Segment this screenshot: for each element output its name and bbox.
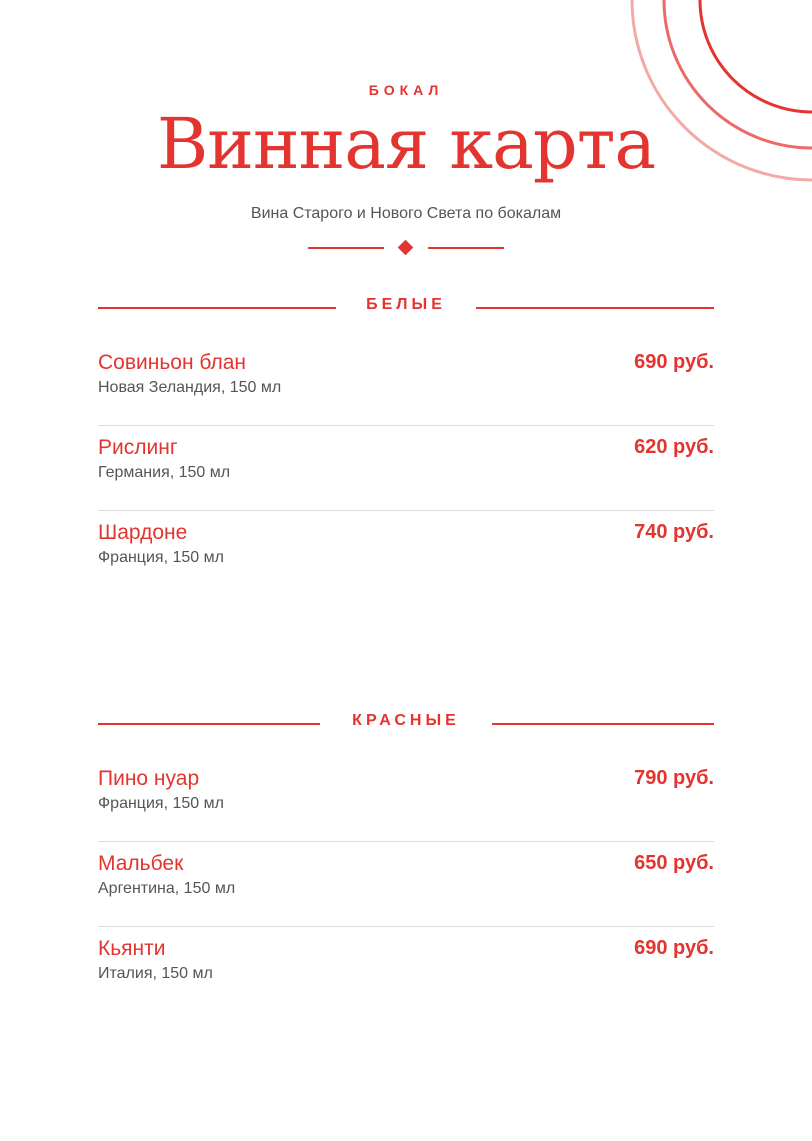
wine-name: Пино нуар <box>98 767 200 790</box>
wine-price: 690 руб. <box>634 937 714 959</box>
wine-price: 620 руб. <box>634 436 714 458</box>
wine-name: Совиньон блан <box>98 351 246 374</box>
ornament-line-left <box>308 247 384 249</box>
wine-price: 740 руб. <box>634 521 714 543</box>
wine-description: Франция, 150 мл <box>98 549 224 566</box>
wine-price: 790 руб. <box>634 767 714 789</box>
wine-price: 690 руб. <box>634 351 714 373</box>
wine-description: Аргентина, 150 мл <box>98 880 236 897</box>
section-line-right <box>476 307 714 309</box>
list-item <box>98 757 714 842</box>
wine-name: Шардоне <box>98 521 188 544</box>
wine-name: Мальбек <box>98 852 184 875</box>
ornament-diamond-icon <box>398 240 414 256</box>
wine-description: Новая Зеландия, 150 мл <box>98 379 282 396</box>
title-ornament <box>0 240 812 256</box>
list-item <box>98 511 714 596</box>
ornament-line-right <box>428 247 504 249</box>
section-line-right <box>492 723 714 725</box>
wine-name: Кьянти <box>98 937 166 960</box>
section-header-white <box>98 296 714 320</box>
wine-description: Германия, 150 мл <box>98 464 231 481</box>
list-item <box>98 341 714 426</box>
wine-description: Италия, 150 мл <box>98 965 213 982</box>
page-subtitle: Вина Старого и Нового Света по бокалам <box>250 205 562 222</box>
list-item <box>98 426 714 511</box>
section-title: БЕЛЫЕ <box>366 296 446 313</box>
section-items-white <box>98 341 714 596</box>
wine-price: 650 руб. <box>634 852 714 874</box>
list-item <box>98 927 714 1012</box>
list-item <box>98 842 714 927</box>
wine-name: Рислинг <box>98 436 178 459</box>
section-header-red <box>98 712 714 736</box>
section-items-red <box>98 757 714 1012</box>
section-title: КРАСНЫЕ <box>352 712 460 729</box>
page-title: Винная карта <box>156 103 656 185</box>
eyebrow-label: БОКАЛ <box>368 82 444 98</box>
wine-description: Франция, 150 мл <box>98 795 224 812</box>
